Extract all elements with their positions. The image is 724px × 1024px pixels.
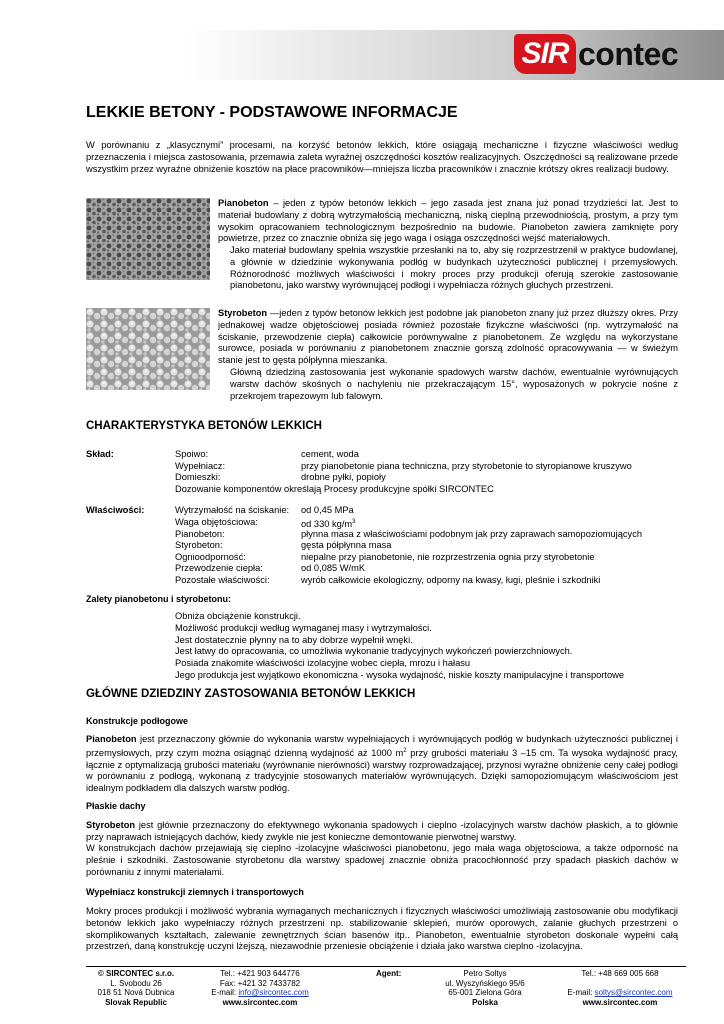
styrobeton-term: Styrobeton: [218, 308, 268, 318]
composition-key-1: Wypełniacz:: [175, 461, 226, 471]
composition-key-2: Domieszki:: [175, 472, 221, 482]
styrobeton-paragraph: [218, 308, 678, 367]
styrobeton-paragraph-2: Główną dziedziną zastosowania jest wykonanie spadowych warstw dachów, ewentualnie wyrównujących warstw dachów skośnych o nachyleniu nie przekraczającym 15°, wyposażonych w pokrycie nośne z przekrojem trapezowym lub falowym.: [230, 367, 678, 401]
composition-note: Dozowanie komponentów określają Procesy produkcyjne spółki SIRCONTEC: [175, 484, 494, 494]
composition-value-2: drobne pyłki, popioły: [301, 472, 386, 482]
composition-label: Skład:: [86, 449, 114, 459]
property-key-3: Styrobeton:: [175, 540, 223, 550]
styrobeton-photo: [86, 308, 210, 390]
footer-agent: [430, 969, 540, 1008]
density-superscript: 3: [352, 519, 356, 525]
footer-sk-tel: Tel.: +421 903 644776: [220, 969, 300, 978]
footer-agent-name: Petro Soltys: [463, 969, 507, 978]
sircontec-logo: [514, 34, 714, 74]
floor-constructions-paragraph: [86, 734, 678, 795]
footer-company-name: © SIRCONTEC s.r.o.: [97, 969, 175, 978]
footer-pl-web[interactable]: www.sircontec.com: [582, 998, 658, 1008]
flat-roofs-paragraph-2: W konstrukcjach dachów przejawiają się cieplno -izolacyjne właściwości pianobetonu, jego mała waga objętościowa, a także odporność na pleśnie i szkodniki. Zastosowanie styrobetonu dla warstwy spadowej znacznie obniża pracochłonność przy spadach płaskich dachów w porównaniu z innymi materiałami.: [86, 843, 678, 877]
property-key-6: Pozostałe właściwości:: [175, 575, 270, 585]
intro-paragraph: W porównaniu z „klasycznymi” procesami, na korzyść betonów lekkich, które osiągają mechaniczne i fizyczne właściwości według przeznaczenia i miejsca zastosowania, przemawia zaleta wyraźnej oszczędności kosztów realizacyjnych. Oszczędności są realizowane przede wszystkim przez wyraźne obniżenie kosztów na płace pracowników—mniejsza liczba pracowników i znacznie krótszy okres realizacji budowy.: [86, 140, 678, 174]
property-key-4: Ognioodporność:: [175, 552, 246, 562]
composition-key-0: Spoiwo:: [175, 449, 209, 459]
pianobeton-paragraph-2: Jako materiał budowlany spełnia wszystkie przesłanki na to, aby się rozprzestrzenił w praktyce budowlanej, a głównie w dziedzinie wykonywania podłóg w budynkach użyteczności publicznej i przemysłowych. Różnorodność możliwych właściwości i mokry proces przy produkcji oferują szerokie zastosowanie pianobetonu, jako warstwy wyrównującej podłogi i wypełniacza różnych głuchych przestrzeni.: [230, 245, 678, 291]
property-value-2: płynna masa z właściwościami podobnym jak przy zaprawach samopoziomujących: [301, 529, 643, 539]
floor-constructions-heading: Konstrukcje podłogowe: [86, 716, 189, 726]
footer-company-city: 018 51 Nová Dubnica: [97, 988, 175, 998]
filler-paragraph: Mokry proces produkcji i możliwość wybrania wymaganych mechanicznych i fizycznych właściwości umożliwiają zastosowanie obu modyfikacji betonów lekkich jako wypełniaczy różnych przestrzeni np. stabilizowanie sklepień, murów oporowych, zalanie głuchych przestrzeni o skomplikowanych kształtach, zalewanie zewnętrznych ścian basenów itp.. Pianobeton, ewentualnie styrobeton doskonale wypełni całą przestrzeń, daną konstrukcję uczyni lżejszą, niezawodnie przeniesie obciążenie i działa jako warstwa cieplno -izolacyjna.: [86, 906, 678, 952]
property-key-5: Przewodzenie ciepła:: [175, 563, 263, 573]
floor-text-a: jest przeznaczony głównie do wykonania warstw wypełniających i wyrównujących podłóg w budynkach użyteczności publicznej i przemysłowych, przy czym można osiągnąć dzienną wydajność aż 1000 m: [86, 734, 678, 758]
footer-company: [86, 969, 186, 1008]
footer-agent-street: ul. Wyszyńskiego 95/6: [445, 978, 525, 988]
flat-roofs-heading: Płaskie dachy: [86, 801, 146, 811]
page-title: LEKKIE BETONY - PODSTAWOWE INFORMACJE: [86, 104, 458, 121]
advantage-item-5: Jego produkcja jest wyjątkowo ekonomiczna - wysoka wydajność, niskie koszty manipulacyjne i transportowe: [175, 670, 625, 680]
advantage-item-0: Obniża obciążenie konstrukcji.: [175, 611, 301, 621]
roofs-term: Styrobeton: [86, 820, 136, 830]
footer-pl-email-row: [556, 988, 684, 998]
footer-company-country: Slovak Republic: [105, 998, 167, 1008]
advantage-item-3: Jest łatwy do opracowania, co umożliwia wykonanie tradycyjnych wykończeń powierzchniowych.: [175, 646, 573, 656]
footer-agent-city: 65-001 Zielona Góra: [448, 988, 522, 998]
logo-contec-text: contec: [578, 36, 679, 72]
footer-pl-email-link[interactable]: soltys@sircontec.com: [594, 988, 673, 998]
property-key-2: Pianobeton:: [175, 529, 225, 539]
footer-pl-spacer: [556, 979, 684, 989]
density-value: od 330 kg/m: [301, 519, 353, 530]
composition-value-1: przy pianobetonie piana techniczna, przy styrobetonie to styropianowe kruszywo: [301, 461, 632, 471]
footer-pl-tel: Tel.: +48 669 005 668: [581, 969, 659, 978]
composition-value-0: cement, woda: [301, 449, 359, 459]
advantage-item-2: Jest dostatecznie płynny na to aby dobrze wypełnił wnęki.: [175, 635, 413, 645]
characteristics-heading: CHARAKTERYSTYKA BETONÓW LEKKICH: [86, 420, 322, 432]
property-value-6: wyrób całkowicie ekologiczny, odporny na kwasy, ługi, pleśnie i szkodniki: [301, 575, 601, 585]
floor-term: Pianobeton: [86, 734, 137, 744]
footer-contact-sk: [200, 969, 320, 1008]
filler-heading: Wypełniacz konstrukcji ziemnych i transportowych: [86, 887, 304, 897]
applications-heading: GŁÓWNE DZIEDZINY ZASTOSOWANIA BETONÓW LEKKICH: [86, 688, 416, 700]
footer-sk-email-row: [200, 988, 320, 998]
property-value-4: niepalne przy pianobetonie, nie rozprzestrzenia ognia przy styrobetonie: [301, 552, 595, 562]
pianobeton-text: – jeden z typów betonów lekkich – jego zasada jest znana już ponad trzydzieści lat. Jest to materiał budowlany z dobrą wytrzymałością mechaniczną, niską cieplną przewodniością, prostym, a przy tym wysokim opracowaniem technologicznym bezpośrednio na budowie. Pianobeton zawiera zamknięte pory powietrze, przez co znacznie obniża się jego waga i osiąga oszczędności wejść materiałowych.: [218, 198, 678, 244]
pianobeton-photo: [86, 198, 210, 280]
floor-text-b: przy grubości materiału 3 –15 cm. Ta wysoka wydajność pracy, łącznie z optymalizacją grubości materiału (wyrównanie nierówności) warstwy rozprowadzającej, przynosi wyraźne obniżenie ceny całej podłogi w porównaniu z podłogą, wykonaną z tradycyjnie stosowanych materiałów wyrównujących. Dzięki samopoziomującym właściwościom jest idealnym podkładem dla dalszych warstw podłóg.: [86, 747, 678, 794]
property-value-0: od 0,45 MPa: [301, 505, 354, 515]
footer-divider: [86, 966, 686, 967]
flat-roofs-paragraph: [86, 820, 678, 844]
footer-sk-web[interactable]: www.sircontec.com: [222, 998, 298, 1008]
logo-sir-mark: SIR: [514, 34, 576, 74]
styrobeton-text: —jeden z typów betonów lekkich jest podobne jak pianobeton znany już przez dłuższy okres. Przy jednakowej wadze objętościowej posiada również pozostałe fizykczne właściwości (np. wytrzymałość na ściskanie, przewodzenie ciepła) całkowicie porównywalne z pianobetonem. Ze względu na wykorzystane surowce, posiada w porównaniu z pianobetonem znacznie gorszą zdolność opracowywania — w świeżym stanie jest to gęsta półpłynna mieszanka.: [218, 308, 678, 366]
footer-agent-label: [376, 969, 416, 979]
property-key-1: Waga objętościowa:: [175, 517, 258, 527]
footer-agent-country: Polska: [472, 998, 498, 1008]
floor-superscript: 2: [403, 747, 407, 754]
properties-label: Właściwości:: [86, 505, 145, 515]
footer-sk-email-link[interactable]: info@sircontec.com: [238, 988, 309, 998]
roofs-text: jest głównie przeznaczony do efektywnego wykonania spadowych i cieplno -izolacyjnych warstw dachów płaskich, a to głównie przy naprawach istniejących dachów, kiedy zwykle nie jest konieczne demontowanie pierwotnej warstwy.: [86, 820, 678, 842]
property-key-0: Wytrzymałość na ściskanie:: [175, 505, 290, 515]
footer-sk-fax: Fax: +421 32 7433782: [219, 978, 301, 988]
footer-company-street: L. Svobodu 26: [110, 978, 162, 988]
footer-sk-email-label: E-mail:: [211, 988, 239, 998]
footer-agent-label-text: Agent:: [376, 969, 402, 978]
advantages-heading: Zalety pianobetonu i styrobetonu:: [86, 594, 232, 604]
advantage-item-4: Posiada znakomite właściwości izolacyjne wobec ciepła, mrozu i hałasu: [175, 658, 471, 668]
footer-contact-pl: [556, 969, 684, 1008]
property-value-3: gęsta półpłynna masa: [301, 540, 392, 550]
footer-pl-email-label: E-mail:: [567, 988, 595, 998]
pianobeton-paragraph: [218, 198, 678, 245]
property-value-5: od 0,085 W/mK: [301, 563, 366, 573]
pianobeton-term: Pianobeton: [218, 198, 269, 208]
advantage-item-1: Możliwość produkcji według wymaganej masy i wytrzymałości.: [175, 623, 432, 633]
